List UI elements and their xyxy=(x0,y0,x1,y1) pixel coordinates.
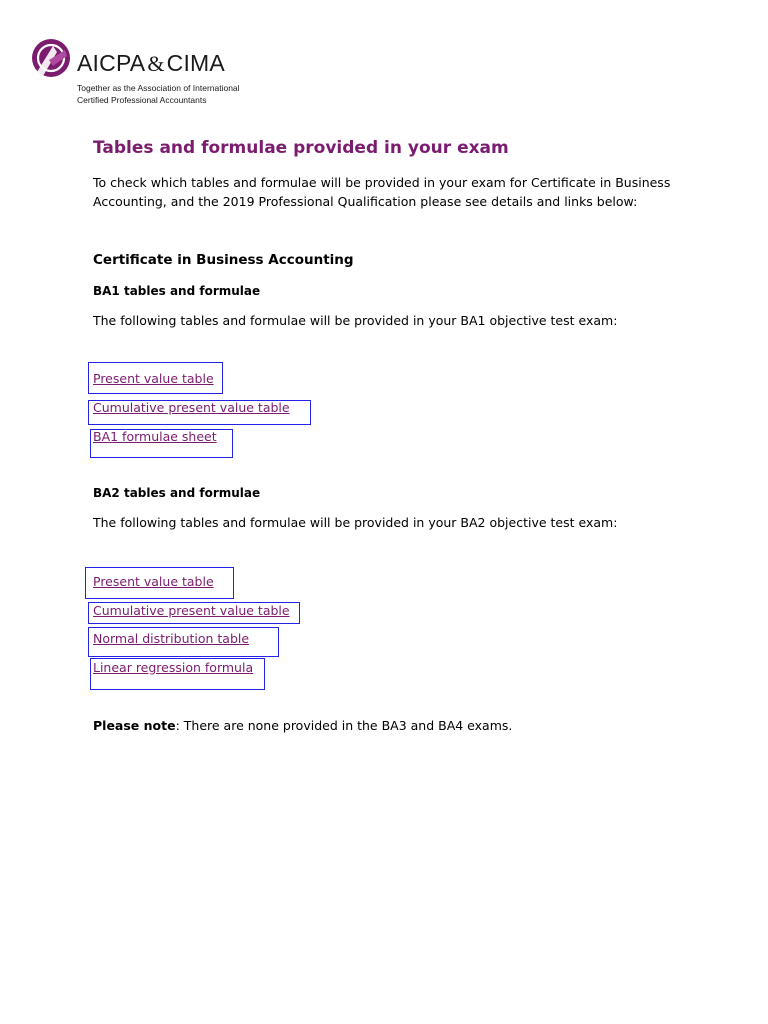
ba2-link-present-value-table[interactable]: Present value table xyxy=(93,574,214,589)
section-heading-cba: Certificate in Business Accounting xyxy=(93,252,354,268)
ba2-link-cumulative-present-value-table[interactable]: Cumulative present value table xyxy=(93,603,290,618)
ba1-link-cumulative-present-value-table[interactable]: Cumulative present value table xyxy=(93,400,290,415)
aicpa-cima-logo-mark-icon xyxy=(31,38,71,78)
ba1-link-present-value-table[interactable]: Present value table xyxy=(93,371,214,386)
intro-paragraph: To check which tables and formulae will be provided in your exam for Certificate in Business Accounting, and the 2019 Professional Qualification please see details and links below: xyxy=(93,175,671,209)
page-title: Tables and formulae provided in your exam xyxy=(93,138,509,158)
please-note-label: Please note xyxy=(93,718,176,733)
ba2-link-linear-regression-formula[interactable]: Linear regression formula xyxy=(93,660,254,675)
ba1-heading: BA1 tables and formulae xyxy=(93,284,261,298)
logo-wordmark: AICPA&CIMA xyxy=(77,50,225,76)
please-note-text: : There are none provided in the BA3 and BA4 exams. xyxy=(175,718,513,733)
ba2-description: The following tables and formulae will be provided in your BA2 objective test exam: xyxy=(93,515,618,530)
ba2-link-normal-distribution-table[interactable]: Normal distribution table xyxy=(93,631,250,646)
aicpa-cima-logo xyxy=(31,38,271,108)
ba1-description: The following tables and formulae will be provided in your BA1 objective test exam: xyxy=(93,313,618,328)
logo-tagline: Together as the Association of International Certified Professional Accountants xyxy=(77,83,240,105)
please-note xyxy=(93,718,512,733)
ba2-heading: BA2 tables and formulae xyxy=(93,486,261,500)
ba1-link-ba1-formulae-sheet[interactable]: BA1 formulae sheet xyxy=(93,429,217,444)
